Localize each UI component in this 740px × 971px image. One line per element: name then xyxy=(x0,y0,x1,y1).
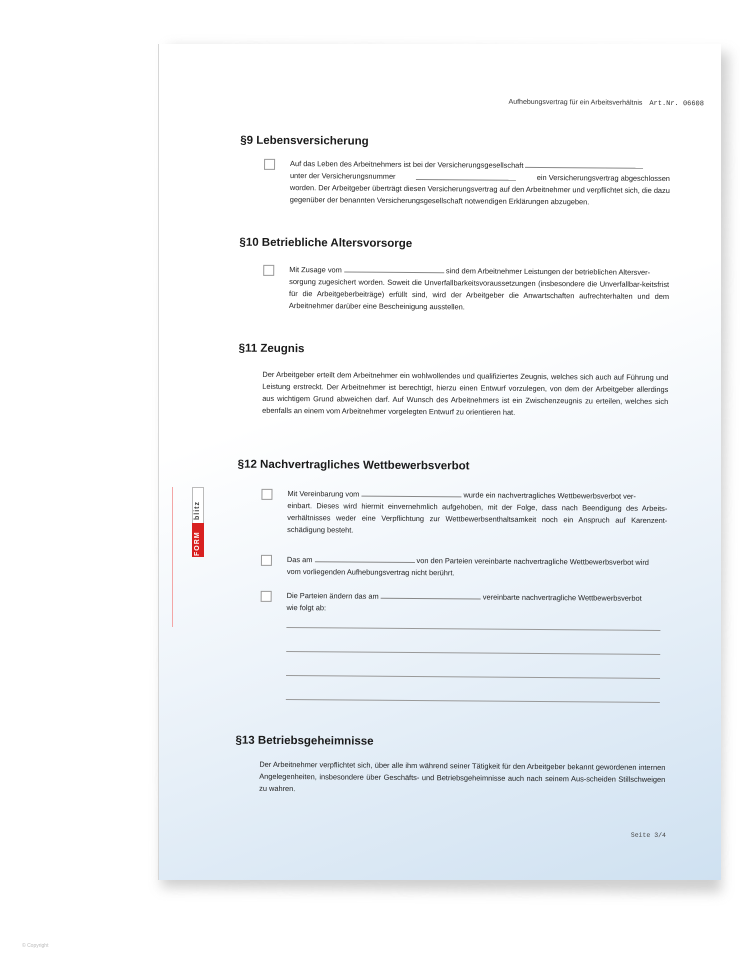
copyright-watermark: © Copyright xyxy=(22,943,49,949)
agreement-date-blank[interactable] xyxy=(361,488,461,498)
section-13-title: §13 Betriebsgeheimnisse xyxy=(235,734,374,748)
amendment-line-4[interactable] xyxy=(286,699,660,703)
section-12-option-1-checkbox[interactable] xyxy=(261,489,272,500)
amendment-line-3[interactable] xyxy=(286,675,660,679)
section-9-checkbox[interactable] xyxy=(264,159,275,170)
insurer-blank[interactable] xyxy=(525,159,643,169)
section-10-title: §10 Betriebliche Altersvorsorge xyxy=(239,236,413,250)
document-header xyxy=(509,99,704,109)
section-11-title: §11 Zeugnis xyxy=(238,342,305,356)
section-9-title: §9 Lebensversicherung xyxy=(240,134,369,148)
section-12-option-2-checkbox[interactable] xyxy=(261,555,272,566)
option-3-line-1: Die Parteien ändern das am vereinbarte nachvertragliche Wettbewerbsverbot xyxy=(286,591,642,603)
section-9-line-3: worden. Der Arbeitgeber überträgt diesen Versicherungsvertrag auf den Arbeitnehmer und verpflichtet sich, die dazu gegenüber der benannten Versicherungsgesellschaft notwendigen Erklärungen abzugeben. xyxy=(289,183,670,207)
option-3-date-blank[interactable] xyxy=(381,590,481,600)
section-12-option-3-checkbox[interactable] xyxy=(261,591,272,602)
section-9-line-2: unter der Versicherungsnummer ein Versicherungsvertrag abgeschlossen xyxy=(289,171,670,184)
section-12-option-3-text xyxy=(287,589,667,617)
amendment-line-1[interactable] xyxy=(286,627,660,631)
option-1-rest: einbart. Dieses wird hiermit einvernehmlich aufgehoben, mit der Folge, dass nach Beendigung des Arbeits-verhältnisses weder eine Verpflichtung zur Wettbewerbsenthaltsamkeit noch ein Anspruch auf Karenzent-schädigung besteht. xyxy=(287,501,668,535)
document-title: Aufhebungsvertrag für ein Arbeitsverhältnis xyxy=(508,98,643,107)
section-11-text: Der Arbeitgeber erteilt dem Arbeitnehmer ein wohlwollendes und qualifiziertes Zeugnis, welches sich auch auf Führung und Leistung erstreckt. Der Arbeitnehmer ist berechtigt, hierzu einen Entwurf vorzulegen, von dem der Arbeitgeber allerdings aus wichtigem Grund abweichen darf. Auf Wunsch des Arbeitnehmers ist ein Zwischenzeugnis zu erteilen, welches sich ebenfalls an einem vom Arbeitnehmer vorgelegten Entwurf zu orientieren hat. xyxy=(262,369,669,417)
section-10-line-1: Mit Zusage vom sind dem Arbeitnehmer Leistungen der betrieblichen Altersver- xyxy=(289,265,651,277)
option-2-rest: vom vorliegenden Aufhebungsvertrag nicht berührt. xyxy=(286,567,455,578)
section-10-checkbox[interactable] xyxy=(263,265,274,276)
logo-guide-line xyxy=(172,487,173,627)
amendment-line-2[interactable] xyxy=(286,651,660,655)
page-number: Seite 3/4 xyxy=(630,831,666,840)
article-number: Art.Nr. 06608 xyxy=(649,99,704,109)
option-1-line-1: Mit Vereinbarung vom wurde ein nachvertragliches Wettbewerbsverbot ver- xyxy=(287,489,636,501)
logo-text-blitz: blitz xyxy=(194,501,201,520)
section-9-line-1: Auf das Leben des Arbeitnehmers ist bei der Versicherungsgesellschaft xyxy=(290,157,670,173)
document-page xyxy=(158,44,721,880)
section-12-option-2-text xyxy=(287,553,667,581)
option-2-date-blank[interactable] xyxy=(314,553,414,563)
section-12-title: §12 Nachvertragliches Wettbewerbsverbot xyxy=(237,458,470,473)
pension-date-blank[interactable] xyxy=(344,263,444,273)
section-12-option-1-text xyxy=(287,487,667,539)
section-13-text: Der Arbeitnehmer verpflichtet sich, über alle ihm während seiner Tätigkeit für den Arbeitgeber bekannt gewordenen internen Angelegenheiten, insbesondere über Geschäfts- und Betriebsgeheimnisse auch nach seinem Aus-scheiden Stillschweigen zu wahren. xyxy=(259,759,666,794)
section-9-text xyxy=(290,157,670,209)
document-content xyxy=(158,44,721,880)
option-2-line-1: Das am von den Parteien vereinbarte nachvertragliche Wettbewerbsverbot wird xyxy=(286,555,649,567)
logo-text-form: FORM xyxy=(194,531,201,556)
policy-number-blank[interactable] xyxy=(416,171,516,181)
section-10-text xyxy=(289,263,669,315)
section-10-rest: sorgung zugesichert worden. Soweit die Unverfallbarkeitsvoraussetzungen (insbesondere die Unverfallbar-keitsfrist für die Arbeitgeberbeiträge) erfüllt sind, wird der Arbeitgeber die Anwartschaften aufrechterhalten und dem Arbeitnehmer darüber eine Bescheinigung ausstellen. xyxy=(288,277,670,312)
option-3-rest: wie folgt ab: xyxy=(286,603,327,613)
